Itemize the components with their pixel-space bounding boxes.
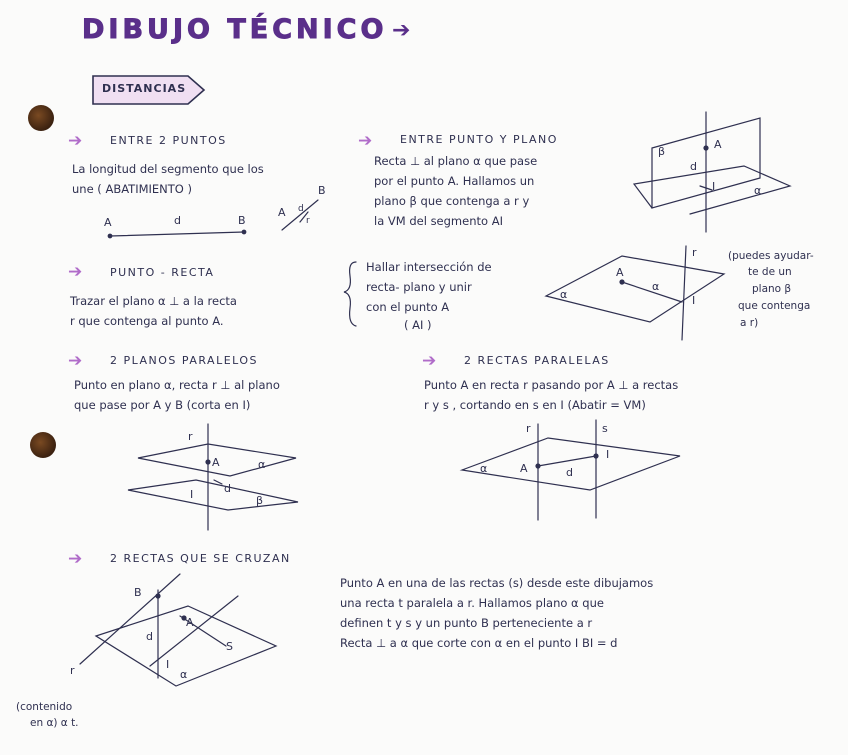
heading-arrow-icon: ➔ [422, 351, 437, 371]
heading-punto-recta: PUNTO - RECTA [110, 266, 215, 279]
fig-label: r [526, 422, 531, 435]
text-line: Punto A en una de las rectas (s) desde este dibujamos [340, 576, 654, 590]
fig-label: α [480, 462, 488, 475]
fig-label: r [692, 246, 697, 259]
heading-arrow-icon: ➔ [68, 351, 83, 371]
fig-label: d [298, 204, 304, 214]
fig-label: I [190, 488, 194, 501]
text-line: Punto en plano α, recta r ⊥ al plano [74, 378, 280, 392]
brace-text: Hallar intersección de [366, 260, 492, 274]
fig-label: α [754, 184, 762, 197]
title-arrow-icon: ➔ [392, 18, 411, 43]
fig-label: α [560, 288, 568, 301]
page-title: DIBUJO TÉCNICO [82, 14, 388, 45]
heading-arrow-icon: ➔ [68, 262, 83, 282]
note-text: (contenido [16, 701, 73, 713]
heading-arrow-icon: ➔ [68, 131, 83, 151]
fig-label: s [602, 422, 608, 435]
fig-label: A [714, 138, 722, 151]
text-line: plano β que contenga a r y [374, 194, 530, 208]
heading-rectas-paralelas: 2 RECTAS PARALELAS [464, 354, 610, 367]
side-note: plano β [752, 283, 792, 295]
fig-label: A [212, 456, 220, 469]
fig-label: I [712, 180, 716, 193]
note-text: en α) α t. [30, 717, 79, 729]
section-badge: DISTANCIAS [102, 82, 187, 95]
brace-text: con el punto A [366, 300, 450, 314]
fig-label: r [70, 664, 75, 677]
side-note: que contenga [738, 300, 811, 312]
fig-label: B [318, 184, 326, 197]
side-note: te de un [748, 266, 792, 278]
fig-label: r [306, 216, 310, 226]
fig-label: I [166, 658, 170, 671]
text-line: Punto A en recta r pasando por A ⊥ a rectas [424, 378, 679, 392]
heading-rectas-cruzan: 2 RECTAS QUE SE CRUZAN [110, 552, 291, 565]
figure-planos-paralelos [128, 424, 298, 530]
text-line: por el punto A. Hallamos un [374, 174, 535, 188]
figure-rectas-cruzan [80, 574, 276, 686]
fig-label: d [566, 466, 573, 479]
fig-label: A [104, 216, 112, 229]
heading-entre-puntos: ENTRE 2 PUNTOS [110, 134, 227, 147]
fig-label: β [256, 494, 264, 507]
fig-label: I [692, 294, 696, 307]
fig-label: S [226, 640, 233, 653]
fig-label: A [186, 616, 194, 629]
fig-label: I [606, 448, 610, 461]
figure-punto-recta [546, 246, 724, 340]
fig-label: d [146, 630, 153, 643]
heading-arrow-icon: ➔ [358, 131, 373, 151]
figure-segment [108, 200, 318, 238]
fig-label: A [616, 266, 624, 279]
text-line: r que contenga al punto A. [70, 314, 224, 328]
heading-planos-paralelos: 2 PLANOS PARALELOS [110, 354, 259, 367]
fig-label: d [224, 482, 231, 495]
text-line: definen t y s y un punto B perteneciente a r [340, 616, 593, 630]
fig-label: B [238, 214, 246, 227]
fig-label: d [690, 160, 697, 173]
fig-label: A [278, 206, 286, 219]
brace-text: ( AI ) [404, 318, 432, 332]
text-line: r y s , cortando en s en I (Abatir = VM) [424, 398, 646, 412]
fig-label: α [180, 668, 188, 681]
brace-text: recta- plano y unir [366, 280, 472, 294]
text-line: La longitud del segmento que los [72, 162, 264, 176]
text-line: Trazar el plano α ⊥ a la recta [70, 294, 237, 308]
text-line: una recta t paralela a r. Hallamos plano α que [340, 596, 604, 610]
text-line: la VM del segmento AI [374, 214, 503, 228]
side-note: a r) [740, 317, 759, 329]
text-line: une ( ABATIMIENTO ) [72, 182, 192, 196]
fig-label: α [652, 280, 660, 293]
figure-punto-plano [634, 112, 790, 232]
text-line: Recta ⊥ a α que corte con α en el punto I BI = d [340, 636, 618, 650]
brace-shape [344, 262, 356, 326]
side-note: (puedes ayudar- [728, 250, 814, 262]
fig-label: A [520, 462, 528, 475]
heading-arrow-icon: ➔ [68, 549, 83, 569]
fig-label: α [258, 458, 266, 471]
text-line: que pase por A y B (corta en I) [74, 398, 251, 412]
fig-label: d [174, 214, 181, 227]
fig-label: β [658, 145, 666, 158]
heading-punto-plano: ENTRE PUNTO Y PLANO [400, 133, 558, 146]
fig-label: B [134, 586, 142, 599]
fig-label: r [188, 430, 193, 443]
text-line: Recta ⊥ al plano α que pase [374, 154, 538, 168]
